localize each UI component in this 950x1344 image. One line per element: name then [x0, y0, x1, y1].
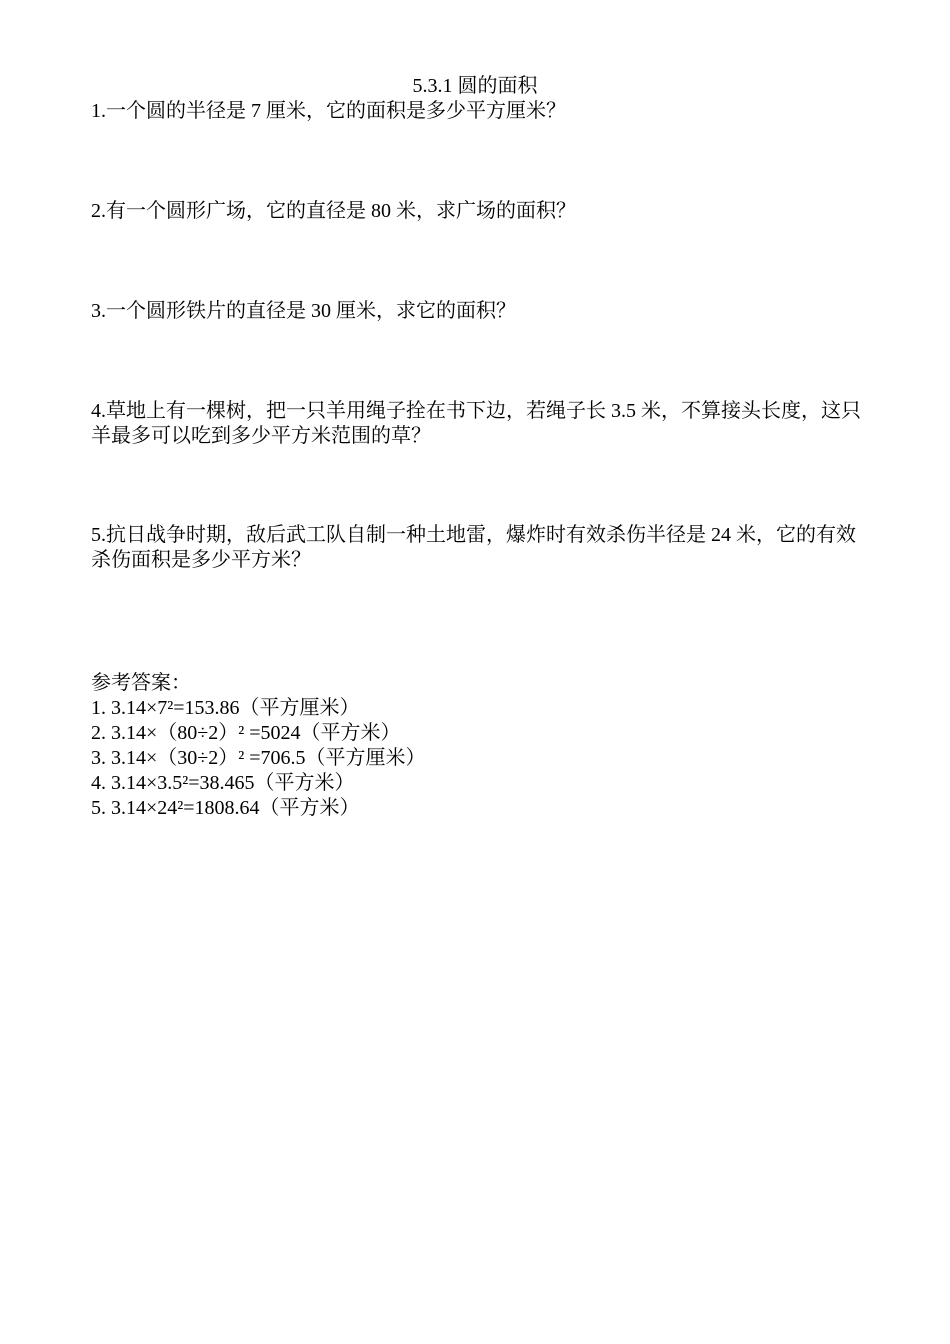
question-1: 1.一个圆的半径是 7 厘米，它的面积是多少平方厘米？ [91, 100, 566, 122]
question-3: 3.一个圆形铁片的直径是 30 厘米，求它的面积？ [91, 300, 516, 322]
page-title: 5.3.1 圆的面积 [412, 75, 538, 97]
answer-item-4: 4. 3.14×3.5²=38.465（平方米） [91, 772, 355, 794]
answer-section [91, 671, 791, 821]
question-5: 5.抗日战争时期，敌后武工队自制一种土地雷，爆炸时有效杀伤半径是 24 米，它的有效杀伤面积是多少平方米？ [91, 524, 856, 571]
answer-item-1: 1. 3.14×7²=153.86（平方厘米） [91, 697, 360, 719]
answer-item-2: 2. 3.14×（80÷2）² =5024（平方米） [91, 722, 401, 744]
answer-heading: 参考答案： [91, 672, 191, 694]
question-2: 2.有一个圆形广场，它的直径是 80 米，求广场的面积？ [91, 200, 576, 222]
question-4: 4.草地上有一棵树，把一只羊用绳子拴在书下边，若绳子长 3.5 米，不算接头长度，这只羊最多可以吃到多少平方米范围的草？ [91, 400, 861, 447]
answer-item-3: 3. 3.14×（30÷2）² =706.5（平方厘米） [91, 747, 426, 769]
answer-item-5: 5. 3.14×24²=1808.64（平方米） [91, 797, 360, 819]
